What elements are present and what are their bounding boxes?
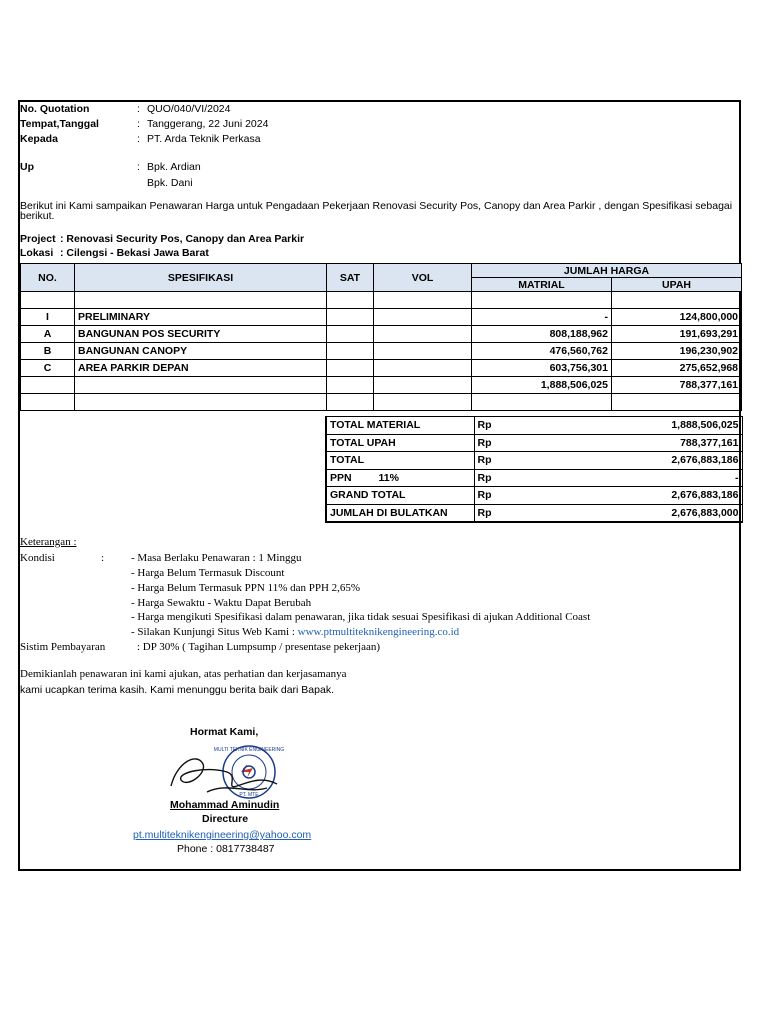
quotation-document <box>18 100 741 871</box>
intro-line-2: berikut. <box>20 210 55 222</box>
total-label: TOTAL <box>326 452 474 470</box>
website-link[interactable]: www.ptmultiteknikengineering.co.id <box>297 626 460 638</box>
note-item: - Harga Belum Termasuk PPN 11% dan PPH 2,65% <box>131 582 361 594</box>
row-no: C <box>21 360 75 377</box>
subtotal-upah: 788,377,161 <box>612 377 742 394</box>
stamp-text: MULTI TEKNIK ENGINEERING <box>213 747 285 753</box>
table-row <box>21 360 742 377</box>
row-material: - <box>472 309 612 326</box>
colon: : <box>137 118 140 130</box>
table-row <box>21 326 742 343</box>
subtotal-row <box>21 377 742 394</box>
total-row <box>326 487 742 505</box>
row-material: 476,560,762 <box>472 343 612 360</box>
note-item: - Masa Berlaku Penawaran : 1 Minggu <box>131 552 302 564</box>
currency: Rp <box>474 504 614 522</box>
price-table <box>20 263 742 411</box>
total-row <box>326 434 742 452</box>
project-value: : Renovasi Security Pos, Canopy dan Area Parkir <box>60 233 305 245</box>
header-spec: SPESIFIKASI <box>75 264 327 292</box>
row-spec: AREA PARKIR DEPAN <box>75 360 327 377</box>
row-spec: PRELIMINARY <box>75 309 327 326</box>
header-vol: VOL <box>374 264 472 292</box>
table-row <box>21 292 742 309</box>
payment-value: : DP 30% ( Tagihan Lumpsump / presentase pekerjaan) <box>137 641 380 653</box>
project-label: Project <box>20 233 56 245</box>
stamp-sub-text: PT. MTE <box>239 792 259 798</box>
total-label: PPN <box>330 471 352 484</box>
row-upah: 275,652,968 <box>612 360 742 377</box>
total-row <box>326 469 742 487</box>
email-link[interactable]: pt.multiteknikengineering@yahoo.com <box>133 829 312 841</box>
currency: Rp <box>474 487 614 505</box>
date-label: Tempat,Tanggal <box>20 118 99 130</box>
total-label: TOTAL MATERIAL <box>326 417 474 435</box>
closing-line-1: Demikianlah penawaran ini kami ajukan, atas perhatian dan kerjasamanya <box>20 668 347 680</box>
row-no: B <box>21 343 75 360</box>
total-value: 2,676,883,000 <box>614 504 742 522</box>
up-label: Up <box>20 161 34 173</box>
quotation-number: QUO/040/VI/2024 <box>147 103 231 115</box>
total-value: 788,377,161 <box>614 434 742 452</box>
intro-line-1: Berikut ini Kami sampaikan Penawaran Harga untuk Pengadaan Pekerjaan Renovasi Security Pos, Canopy dan Area Parkir , dengan Spesifikasi sebagai <box>20 200 733 212</box>
totals-table <box>325 416 743 523</box>
colon: : <box>137 133 140 145</box>
total-value: 1,888,506,025 <box>614 417 742 435</box>
ppn-percent: 11% <box>378 471 399 484</box>
header-jumlah-harga: JUMLAH HARGA <box>472 264 742 278</box>
header-material: MATRIAL <box>472 278 612 292</box>
row-spec: BANGUNAN POS SECURITY <box>75 326 327 343</box>
note-item: - Harga mengikuti Spesifikasi dalam penawaran, jika tidak sesuai Spesifikasi di ajukan Additional Coast <box>131 611 591 623</box>
row-upah: 196,230,902 <box>612 343 742 360</box>
table-row <box>21 309 742 326</box>
row-no: I <box>21 309 75 326</box>
note-item: - Harga Sewaktu - Waktu Dapat Berubah <box>131 597 312 609</box>
company-stamp-and-signature <box>167 742 297 804</box>
row-upah: 191,693,291 <box>612 326 742 343</box>
total-row <box>326 452 742 470</box>
closing-line-2: kami ucapkan terima kasih. Kami menunggu berita baik dari Bapak. <box>20 684 334 696</box>
signatory-title: Directure <box>202 813 249 825</box>
up-value-2: Bpk. Dani <box>147 177 193 189</box>
phone-number: Phone : 0817738487 <box>177 843 275 855</box>
quotation-label: No. Quotation <box>20 103 90 115</box>
header-no: NO. <box>21 264 75 292</box>
note-item: - Harga Belum Termasuk Discount <box>131 567 285 579</box>
location-label: Lokasi <box>20 247 54 259</box>
header-upah: UPAH <box>612 278 742 292</box>
up-value-1: Bpk. Ardian <box>147 161 201 173</box>
total-row <box>326 417 742 435</box>
row-upah: 124,800,000 <box>612 309 742 326</box>
kondisi-label: Kondisi <box>20 552 55 564</box>
note-item: - Silakan Kunjungi Situs Web Kami : <box>131 626 298 638</box>
table-row <box>21 394 742 411</box>
header-sat: SAT <box>327 264 374 292</box>
currency: Rp <box>474 469 614 487</box>
total-label: GRAND TOTAL <box>326 487 474 505</box>
row-no: A <box>21 326 75 343</box>
total-label: JUMLAH DI BULATKAN <box>326 504 474 522</box>
to-value: PT. Arda Teknik Perkasa <box>147 133 261 145</box>
colon: : <box>101 552 105 564</box>
row-material: 603,756,301 <box>472 360 612 377</box>
to-label: Kepada <box>20 133 58 145</box>
row-spec: BANGUNAN CANOPY <box>75 343 327 360</box>
colon: : <box>137 161 140 173</box>
table-row <box>21 343 742 360</box>
total-value: 2,676,883,186 <box>614 487 742 505</box>
total-row <box>326 504 742 522</box>
note-item-website <box>131 626 459 638</box>
total-value: 2,676,883,186 <box>614 452 742 470</box>
signatory-name: Mohammad Aminudin <box>170 799 280 811</box>
total-label: TOTAL UPAH <box>326 434 474 452</box>
regards: Hormat Kami, <box>190 726 259 738</box>
currency: Rp <box>474 452 614 470</box>
date-value: Tanggerang, 22 Juni 2024 <box>147 118 269 130</box>
currency: Rp <box>474 434 614 452</box>
location-value: : Cilengsi - Bekasi Jawa Barat <box>60 247 209 259</box>
total-value: - <box>614 469 742 487</box>
row-material: 808,188,962 <box>472 326 612 343</box>
notes-heading: Keterangan : <box>20 536 77 548</box>
subtotal-material: 1,888,506,025 <box>472 377 612 394</box>
ppn-cell <box>326 469 474 487</box>
payment-label: Sistim Pembayaran <box>20 641 106 653</box>
colon: : <box>137 103 140 115</box>
currency: Rp <box>474 417 614 435</box>
